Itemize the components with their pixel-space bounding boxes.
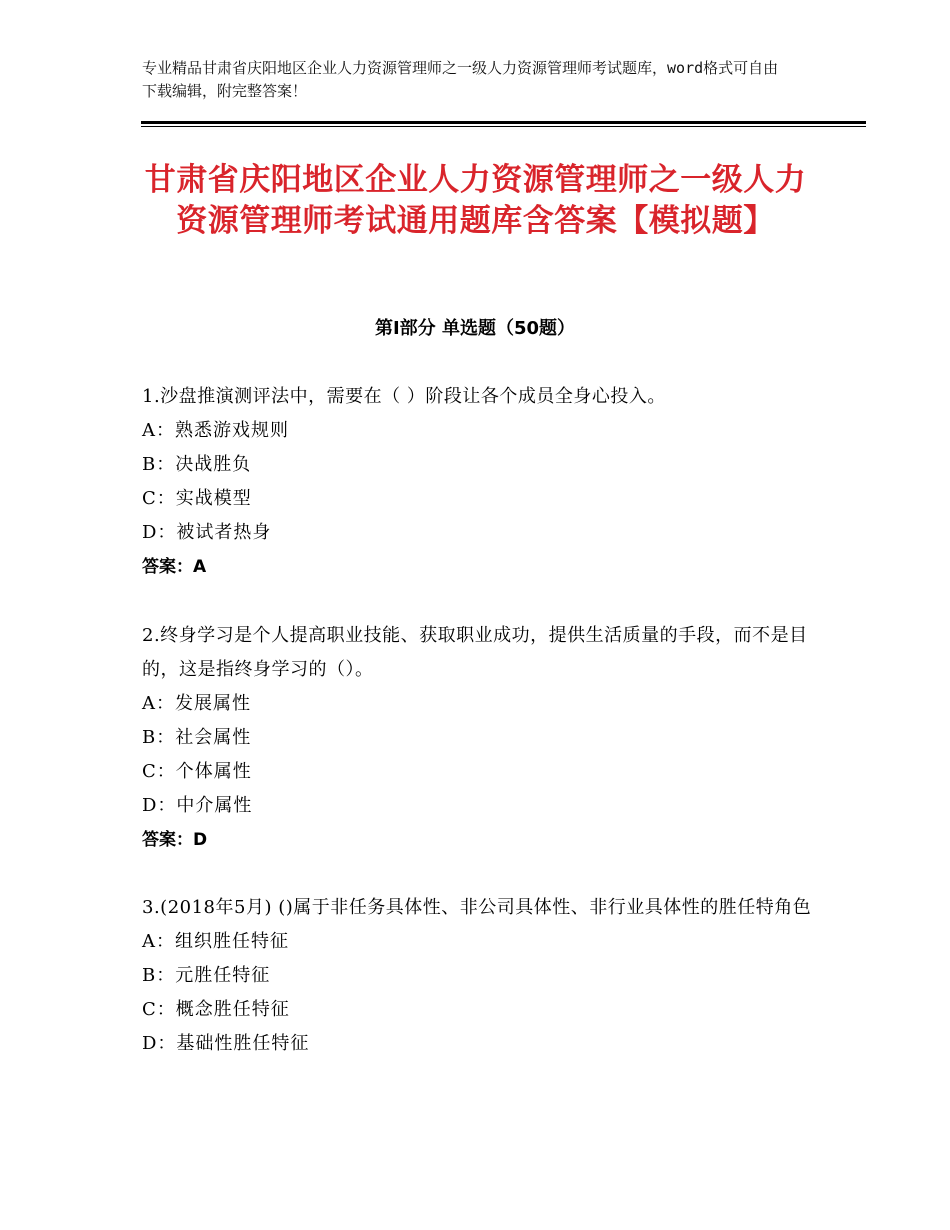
question-stem: 3.(2018年5月) ()属于非任务具体性、非公司具体性、非行业具体性的胜任特角色 [142, 897, 812, 918]
section-title: 第Ⅰ部分 单选题（50题） [374, 318, 575, 339]
option-a: A：熟悉游戏规则 [142, 420, 289, 441]
option-c: C：实战模型 [142, 488, 252, 509]
header-note: 专业精品甘肃省庆阳地区企业人力资源管理师之一级人力资源管理师考试题库，word格式可自由下载编辑，附完整答案！ [142, 59, 779, 100]
question-stem: 1.沙盘推演测评法中，需要在（ ）阶段让各个成员全身心投入。 [142, 386, 666, 407]
option-a: A：组织胜任特征 [142, 931, 289, 952]
answer: 答案：A [142, 557, 207, 577]
option-d: D：被试者热身 [142, 522, 272, 543]
document-title: 甘肃省庆阳地区企业人力资源管理师之一级人力资源管理师考试通用题库含答案【模拟题】 [144, 162, 807, 239]
header-divider [141, 121, 866, 124]
answer: 答案：D [142, 830, 208, 850]
option-d: D：基础性胜任特征 [142, 1033, 310, 1054]
option-c: C：个体属性 [142, 761, 252, 782]
option-b: B：社会属性 [142, 727, 252, 748]
header-divider-thin [141, 126, 866, 127]
option-c: C：概念胜任特征 [142, 999, 290, 1020]
question-2 [142, 619, 822, 857]
question-stem: 2.终身学习是个人提高职业技能、获取职业成功，提供生活质量的手段，而不是目的，这是指终身学习的（）。 [142, 625, 808, 680]
option-d: D：中介属性 [142, 795, 253, 816]
question-3 [142, 891, 822, 1061]
option-b: B：元胜任特征 [142, 965, 271, 986]
option-b: B：决战胜负 [142, 454, 252, 475]
option-a: A：发展属性 [142, 693, 251, 714]
question-1 [142, 380, 822, 584]
